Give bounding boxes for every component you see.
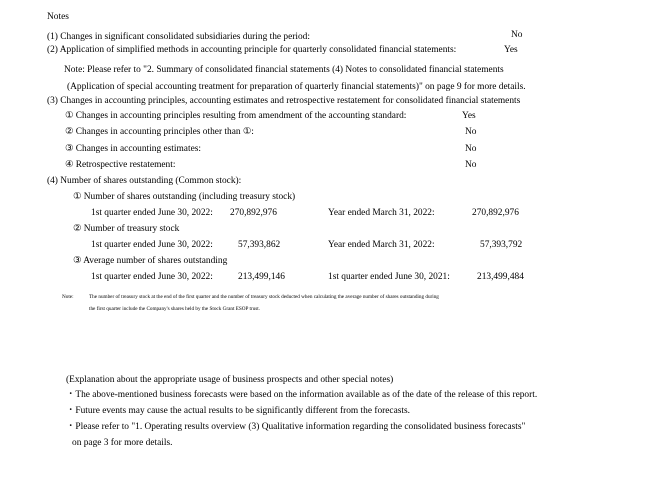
item2-label: (2) Application of simplified methods in accounting principle for quarterly consolidated financial statements: xyxy=(47,45,457,55)
item4-sub1-right-value: 270,892,976 xyxy=(472,208,519,218)
item3-sub1-label: ① Changes in accounting principles resulting from amendment of the accounting standard: xyxy=(65,111,407,121)
explanation-title: (Explanation about the appropriate usage of business prospects and other special notes) xyxy=(66,375,394,385)
explanation-bullet-3-line2: on page 3 for more details. xyxy=(72,438,173,448)
item3-sub2-label: ② Changes in accounting principles other than ①: xyxy=(65,127,254,137)
explanation-bullet-3-line1: ・Please refer to "1. Operating results overview (3) Qualitative information regarding the consolidated business forecasts" xyxy=(66,422,526,432)
item4-sub2-left-label: 1st quarter ended June 30, 2022: xyxy=(91,240,213,250)
item4-sub3-left-label: 1st quarter ended June 30, 2022: xyxy=(91,272,213,282)
explanation-bullet-1: ・The above-mentioned business forecasts were based on the information available as of the date of the release of this report. xyxy=(66,390,538,400)
item4-sub2-right-value: 57,393,792 xyxy=(480,240,523,250)
footnote-line1: The number of treasury stock at the end of the first quarter and the number of treasury stock deducted when calculating the average number of shares outstanding during xyxy=(89,294,439,300)
item4-sub3-right-label: 1st quarter ended June 30, 2021: xyxy=(328,272,450,282)
item4-label: (4) Number of shares outstanding (Common stock): xyxy=(47,176,242,186)
item3-sub4-label: ④ Retrospective restatement: xyxy=(65,160,176,170)
footnote-prefix: Note: xyxy=(62,294,74,300)
item4-sub3-right-value: 213,499,484 xyxy=(477,272,524,282)
item4-sub2-label: ② Number of treasury stock xyxy=(73,224,180,234)
item3-label: (3) Changes in accounting principles, accounting estimates and retrospective restatement for consolidated financial statements xyxy=(47,96,521,106)
item3-sub3-label: ③ Changes in accounting estimates: xyxy=(65,144,201,154)
item4-sub1-right-label: Year ended March 31, 2022: xyxy=(328,208,435,218)
item4-sub2-left-value: 57,393,862 xyxy=(238,240,281,250)
item3-sub4-value: No xyxy=(465,160,477,170)
item1-label: (1) Changes in significant consolidated subsidiaries during the period: xyxy=(47,32,310,42)
footnote-line2: the first quarter include the Company's shares held by the Stock Grant ESOP trust. xyxy=(89,306,261,312)
item2-note-line1: Note: Please refer to "2. Summary of consolidated financial statements (4) Notes to consolidated financial statements xyxy=(64,65,504,75)
item4-sub1-label: ① Number of shares outstanding (including treasury stock) xyxy=(73,192,296,202)
item4-sub3-label: ③ Average number of shares outstanding xyxy=(73,256,228,266)
item4-sub3-left-value: 213,499,146 xyxy=(238,272,285,282)
item3-sub3-value: No xyxy=(465,144,477,154)
item3-sub2-value: No xyxy=(465,127,477,137)
item4-sub1-left-label: 1st quarter ended June 30, 2022: xyxy=(91,208,213,218)
explanation-bullet-2: ・Future events may cause the actual results to be significantly different from the forecasts. xyxy=(66,406,410,416)
item2-note-line2: (Application of special accounting treatment for preparation of quarterly financial statements)" on page 9 for more details. xyxy=(67,82,526,92)
item4-sub1-left-value: 270,892,976 xyxy=(230,208,277,218)
item4-sub2-right-label: Year ended March 31, 2022: xyxy=(328,240,435,250)
item3-sub1-value: Yes xyxy=(462,111,476,121)
item1-value: No xyxy=(511,30,523,40)
notes-title: Notes xyxy=(47,12,69,22)
item2-value: Yes xyxy=(504,45,518,55)
